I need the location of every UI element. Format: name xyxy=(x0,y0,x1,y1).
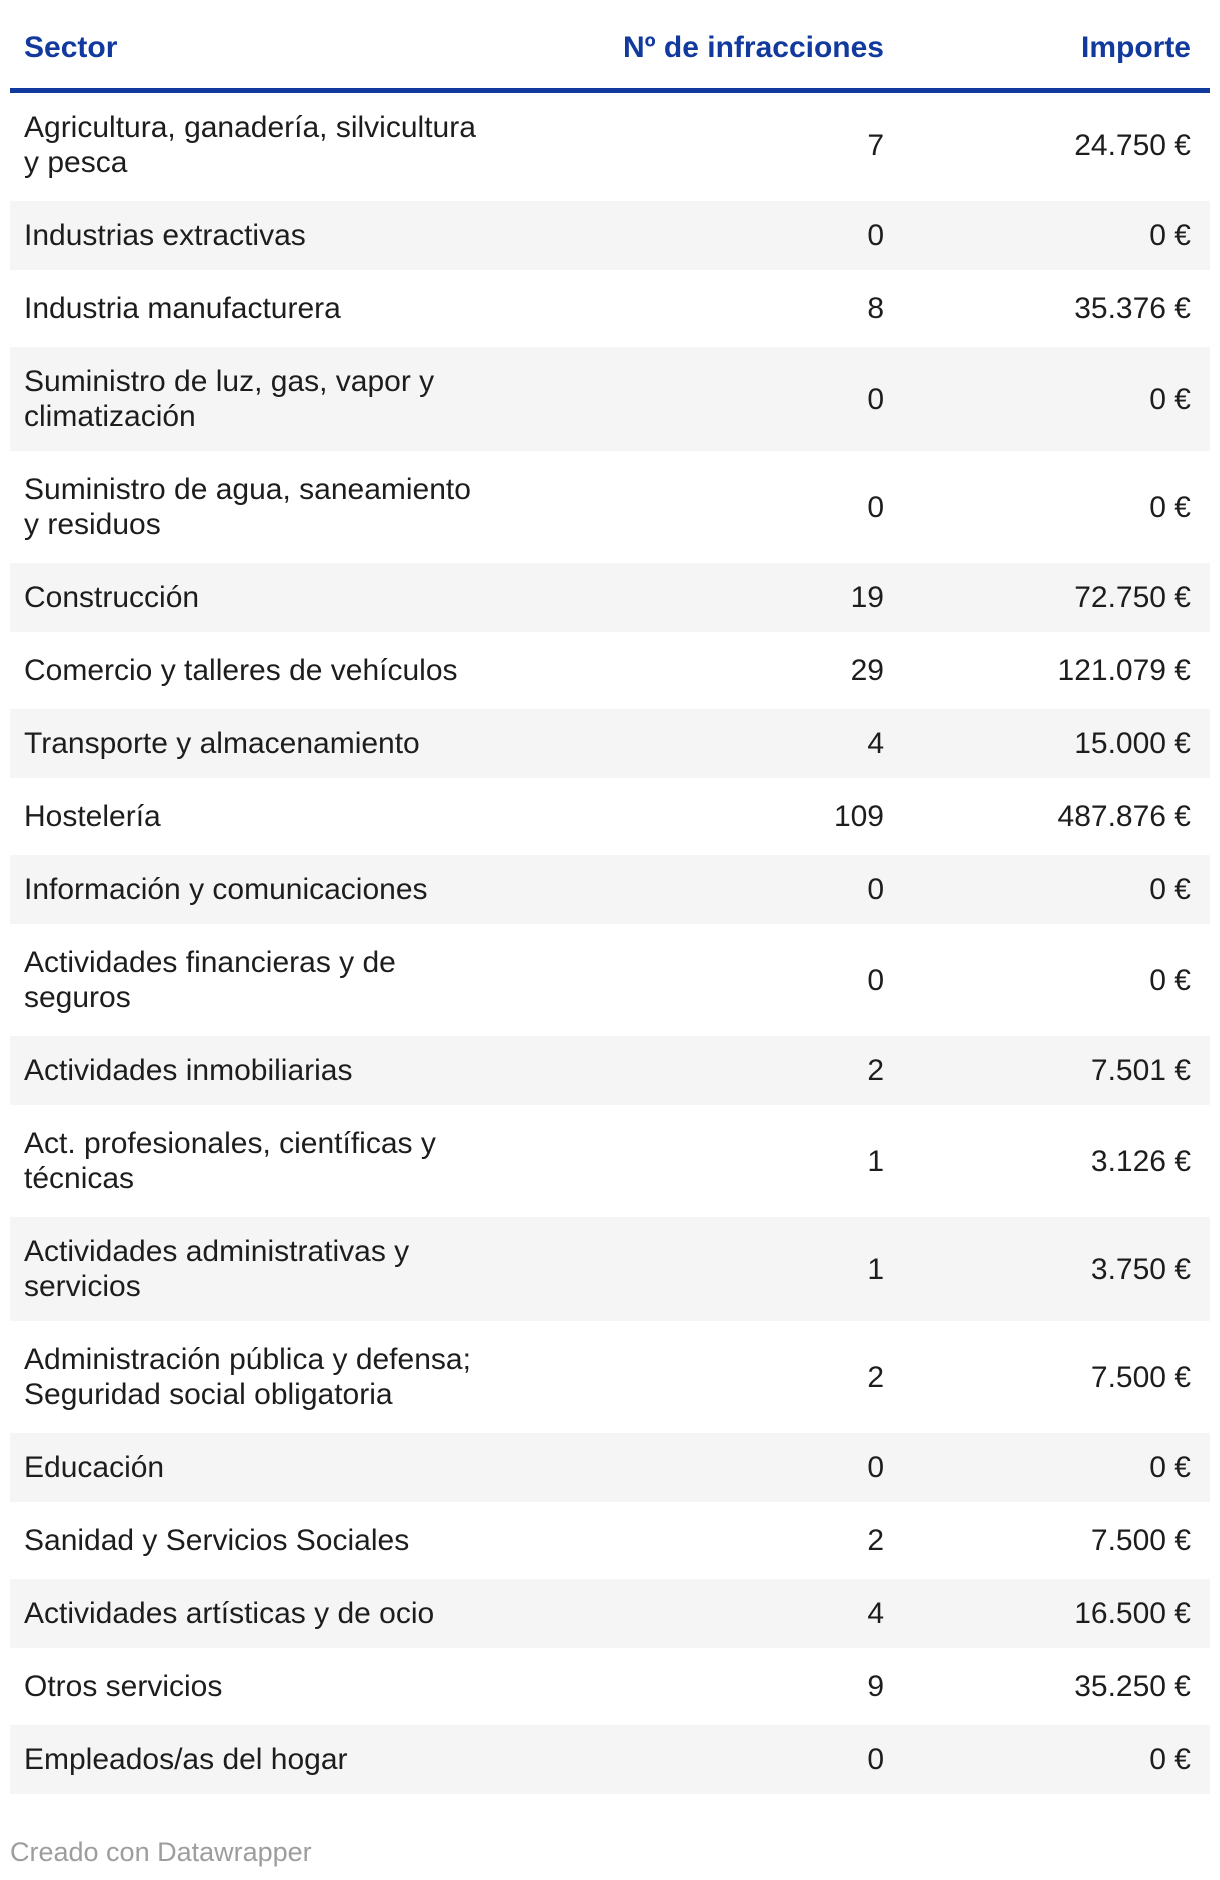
table-row xyxy=(10,91,1210,200)
importe-cell: 16.500 € xyxy=(884,1577,1210,1650)
infracciones-cell: 4 xyxy=(510,1577,884,1650)
sector-cell: Empleados/as del hogar xyxy=(10,1723,510,1796)
table-header xyxy=(10,0,1210,91)
sector-cell: Act. profesionales, científicas y técnicas xyxy=(10,1107,510,1215)
sector-cell: Educación xyxy=(10,1431,510,1504)
importe-cell: 0 € xyxy=(884,1431,1210,1504)
datawrapper-credit: Creado con Datawrapper xyxy=(10,1837,312,1867)
table-body xyxy=(10,91,1210,1797)
table-row xyxy=(10,1431,1210,1504)
sector-cell: Actividades inmobiliarias xyxy=(10,1034,510,1107)
sector-cell: Industria manufacturera xyxy=(10,272,510,345)
table-row xyxy=(10,345,1210,453)
sector-cell: Información y comunicaciones xyxy=(10,853,510,926)
sector-cell: Hostelería xyxy=(10,780,510,853)
table-row xyxy=(10,199,1210,272)
table-row xyxy=(10,926,1210,1034)
infracciones-cell: 0 xyxy=(510,926,884,1034)
sector-cell: Actividades administrativas y servicios xyxy=(10,1215,510,1323)
sector-cell: Sanidad y Servicios Sociales xyxy=(10,1504,510,1577)
table-row xyxy=(10,1577,1210,1650)
column-header-infracciones: Nº de infracciones xyxy=(510,0,884,91)
infracciones-cell: 0 xyxy=(510,199,884,272)
table-row xyxy=(10,707,1210,780)
table-row xyxy=(10,453,1210,561)
table-row xyxy=(10,1107,1210,1215)
table-row xyxy=(10,272,1210,345)
sector-cell: Administración pública y defensa; Seguridad social obligatoria xyxy=(10,1323,510,1431)
importe-cell: 0 € xyxy=(884,853,1210,926)
table-row xyxy=(10,1504,1210,1577)
infracciones-cell: 9 xyxy=(510,1650,884,1723)
table-row xyxy=(10,1650,1210,1723)
infracciones-cell: 2 xyxy=(510,1504,884,1577)
infracciones-cell: 7 xyxy=(510,91,884,200)
sector-cell: Industrias extractivas xyxy=(10,199,510,272)
table-row xyxy=(10,1034,1210,1107)
sector-cell: Construcción xyxy=(10,561,510,634)
column-header-sector: Sector xyxy=(10,0,510,91)
importe-cell: 487.876 € xyxy=(884,780,1210,853)
importe-cell: 24.750 € xyxy=(884,91,1210,200)
importe-cell: 0 € xyxy=(884,1723,1210,1796)
table-row xyxy=(10,1723,1210,1796)
infracciones-cell: 1 xyxy=(510,1215,884,1323)
importe-cell: 0 € xyxy=(884,926,1210,1034)
importe-cell: 15.000 € xyxy=(884,707,1210,780)
infracciones-cell: 8 xyxy=(510,272,884,345)
sector-cell: Suministro de luz, gas, vapor y climatización xyxy=(10,345,510,453)
importe-cell: 35.250 € xyxy=(884,1650,1210,1723)
infracciones-cell: 0 xyxy=(510,453,884,561)
importe-cell: 35.376 € xyxy=(884,272,1210,345)
data-table-container xyxy=(10,0,1210,1798)
importe-cell: 3.750 € xyxy=(884,1215,1210,1323)
infracciones-cell: 109 xyxy=(510,780,884,853)
importe-cell: 0 € xyxy=(884,345,1210,453)
importe-cell: 7.501 € xyxy=(884,1034,1210,1107)
importe-cell: 3.126 € xyxy=(884,1107,1210,1215)
table-row xyxy=(10,780,1210,853)
importe-cell: 121.079 € xyxy=(884,634,1210,707)
infracciones-cell: 0 xyxy=(510,345,884,453)
infracciones-cell: 0 xyxy=(510,1723,884,1796)
infracciones-cell: 2 xyxy=(510,1034,884,1107)
sector-cell: Otros servicios xyxy=(10,1650,510,1723)
importe-cell: 7.500 € xyxy=(884,1323,1210,1431)
importe-cell: 72.750 € xyxy=(884,561,1210,634)
infracciones-cell: 2 xyxy=(510,1323,884,1431)
sector-cell: Transporte y almacenamiento xyxy=(10,707,510,780)
table-row xyxy=(10,1215,1210,1323)
importe-cell: 7.500 € xyxy=(884,1504,1210,1577)
sector-cell: Suministro de agua, saneamiento y residuos xyxy=(10,453,510,561)
sector-cell: Agricultura, ganadería, silvicultura y pesca xyxy=(10,91,510,200)
sector-cell: Actividades financieras y de seguros xyxy=(10,926,510,1034)
infracciones-cell: 0 xyxy=(510,853,884,926)
sector-cell: Comercio y talleres de vehículos xyxy=(10,634,510,707)
table-row xyxy=(10,1323,1210,1431)
sector-cell: Actividades artísticas y de ocio xyxy=(10,1577,510,1650)
infracciones-cell: 29 xyxy=(510,634,884,707)
importe-cell: 0 € xyxy=(884,453,1210,561)
table-row xyxy=(10,561,1210,634)
infracciones-cell: 19 xyxy=(510,561,884,634)
column-header-importe: Importe xyxy=(884,0,1210,91)
header-row xyxy=(10,0,1210,91)
table-row xyxy=(10,853,1210,926)
sector-infractions-table xyxy=(10,0,1210,1798)
infracciones-cell: 4 xyxy=(510,707,884,780)
importe-cell: 0 € xyxy=(884,199,1210,272)
table-row xyxy=(10,634,1210,707)
infracciones-cell: 1 xyxy=(510,1107,884,1215)
infracciones-cell: 0 xyxy=(510,1431,884,1504)
